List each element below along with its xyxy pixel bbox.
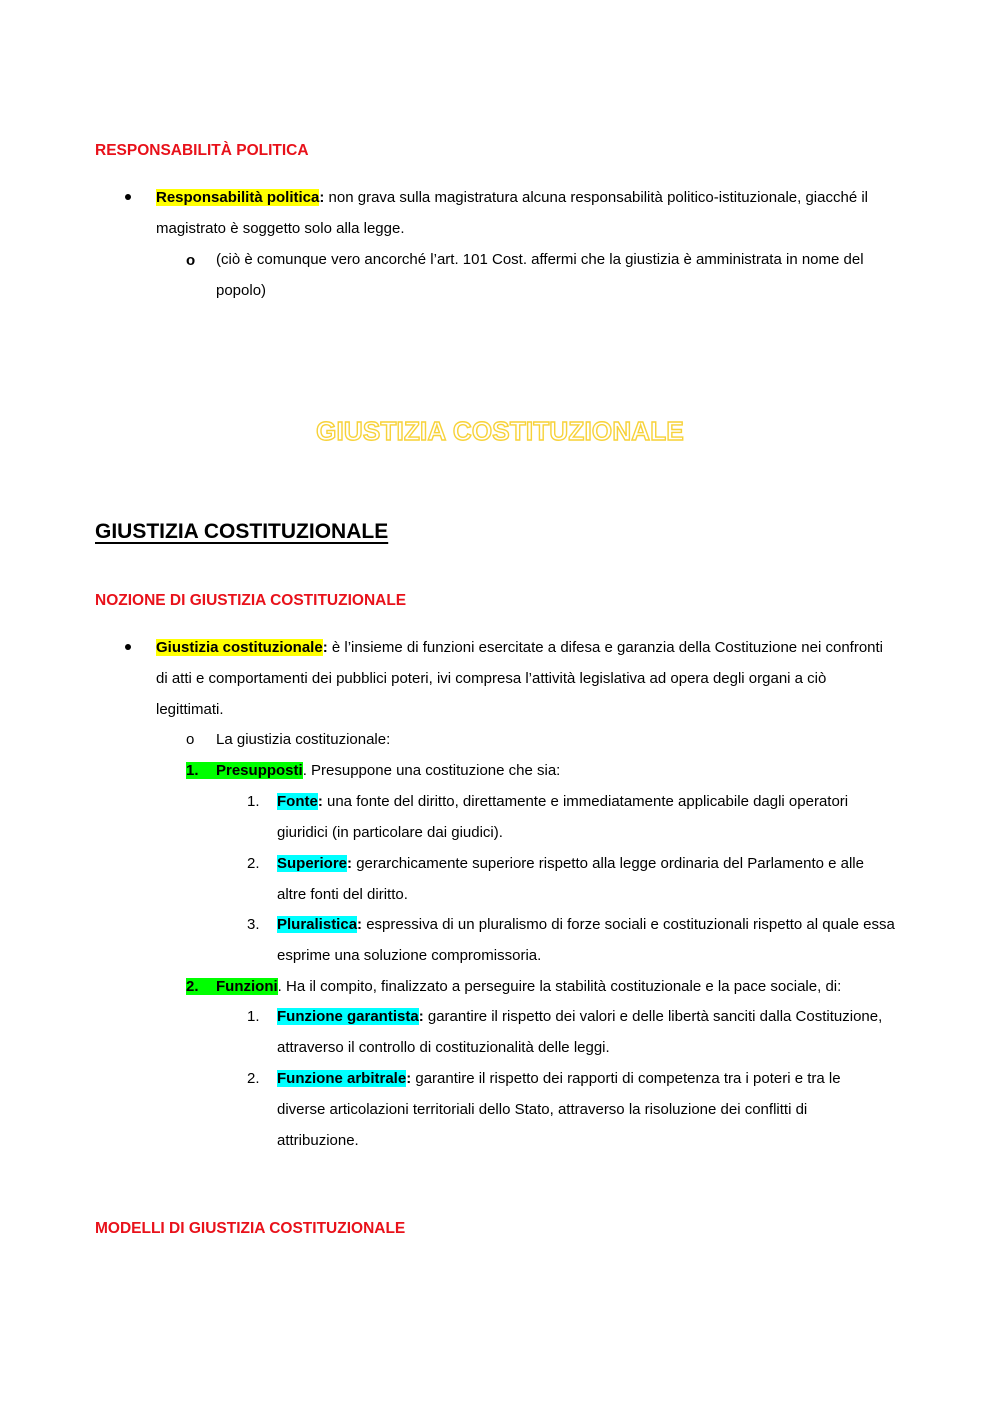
sub-bullet-marker: o (186, 252, 196, 269)
outline-title: GIUSTIZIA COSTITUZIONALE (316, 416, 684, 446)
sub-bullet-text: La giustizia costituzionale: (216, 731, 391, 748)
colon: : (319, 189, 325, 206)
paragraph-nozione (156, 632, 916, 725)
colon: : (357, 916, 363, 933)
colon: : (347, 855, 353, 872)
paragraph-text: giuridici (in particolare dai giudici). (277, 824, 503, 841)
paragraph-text: espressiva di un pluralismo di forze sociali e costituzionali rispetto al quale essa (362, 916, 895, 933)
list-item-text: . Presuppone una costituzione che sia: (302, 762, 561, 779)
paragraph-text: di atti e comportamenti dei pubblici poteri, ivi compresa l’attività legislativa ad opera degli organi a ciò (156, 670, 827, 687)
colon: : (418, 1008, 424, 1025)
paragraph-text: (ciò è comunque vero ancorché l’art. 101 Cost. affermi che la giustizia è amministrata in nome del (216, 251, 864, 268)
list-number: 1. (186, 762, 216, 779)
sub-list-item-pluralistica (277, 909, 917, 971)
sub-list-number: 2. (247, 855, 260, 872)
term-funzioni: Funzioni (216, 978, 278, 995)
list-item-funzioni (186, 978, 841, 995)
term-funzione-garantista: Funzione garantista (277, 1008, 419, 1025)
paragraph-text: altre fonti del diritto. (277, 886, 408, 903)
paragraph-text: è l’insieme di funzioni esercitate a difesa e garanzia della Costituzione nei confronti (327, 639, 884, 656)
paragraph-text: legittimati. (156, 701, 224, 718)
bullet-icon (125, 644, 131, 650)
paragraph-text: una fonte del diritto, direttamente e immediatamente applicabile dagli operatori (322, 793, 849, 810)
term-responsabilita-politica: Responsabilità politica (156, 189, 320, 206)
sub-list-number: 2. (247, 1070, 260, 1087)
bullet-icon (125, 194, 131, 200)
paragraph-text: esprime una soluzione compromissoria. (277, 947, 542, 964)
paragraph-text: diverse articolazioni territoriali dello Stato, attraverso la risoluzione dei conflitti di (277, 1101, 808, 1118)
sub-list-number: 3. (247, 916, 260, 933)
section-heading-modelli: MODELLI DI GIUSTIZIA COSTITUZIONALE (95, 1220, 406, 1237)
list-number: 2. (186, 978, 216, 995)
sub-bullet-marker: o (186, 731, 195, 748)
page-title: GIUSTIZIA COSTITUZIONALE (95, 520, 389, 543)
colon: : (406, 1070, 412, 1087)
paragraph-text: garantire il rispetto dei valori e delle libertà sanciti dalla Costituzione, (423, 1008, 883, 1025)
term-presupposti: Presupposti (216, 762, 303, 779)
paragraph-text: gerarchicamente superiore rispetto alla legge ordinaria del Parlamento e alle (352, 855, 864, 872)
paragraph-text: attribuzione. (277, 1132, 359, 1149)
sub-list-item-funzione-garantista (277, 1001, 917, 1063)
paragraph-responsabilita (156, 182, 916, 244)
term-funzione-arbitrale: Funzione arbitrale (277, 1070, 407, 1087)
term-superiore: Superiore (277, 855, 348, 872)
paragraph-text: magistrato è soggetto solo alla legge. (156, 220, 405, 237)
term-pluralistica: Pluralistica (277, 916, 358, 933)
colon: : (317, 793, 323, 810)
paragraph-art101 (216, 244, 916, 306)
list-item-text: . Ha il compito, finalizzato a perseguire la stabilità costituzionale e la pace sociale, di: (277, 978, 842, 995)
term-fonte: Fonte (277, 793, 318, 810)
section-heading-responsabilita: RESPONSABILITÀ POLITICA (95, 142, 309, 159)
sub-list-item-funzione-arbitrale (277, 1063, 917, 1156)
section-heading-nozione: NOZIONE DI GIUSTIZIA COSTITUZIONALE (95, 592, 407, 609)
paragraph-text: popolo) (216, 282, 267, 299)
colon: : (322, 639, 328, 656)
sub-list-item-superiore (277, 848, 917, 910)
paragraph-text: attraverso il controllo di costituzionalità delle leggi. (277, 1039, 610, 1056)
sub-list-number: 1. (247, 1008, 260, 1025)
list-item-presupposti (186, 762, 560, 779)
sub-list-item-fonte (277, 786, 917, 848)
paragraph-text: non grava sulla magistratura alcuna responsabilità politico-istituzionale, giacché il (324, 189, 869, 206)
paragraph-text: garantire il rispetto dei rapporti di competenza tra i poteri e tra le (411, 1070, 841, 1087)
term-giustizia-costituzionale: Giustizia costituzionale (156, 639, 323, 656)
sub-list-number: 1. (247, 793, 260, 810)
